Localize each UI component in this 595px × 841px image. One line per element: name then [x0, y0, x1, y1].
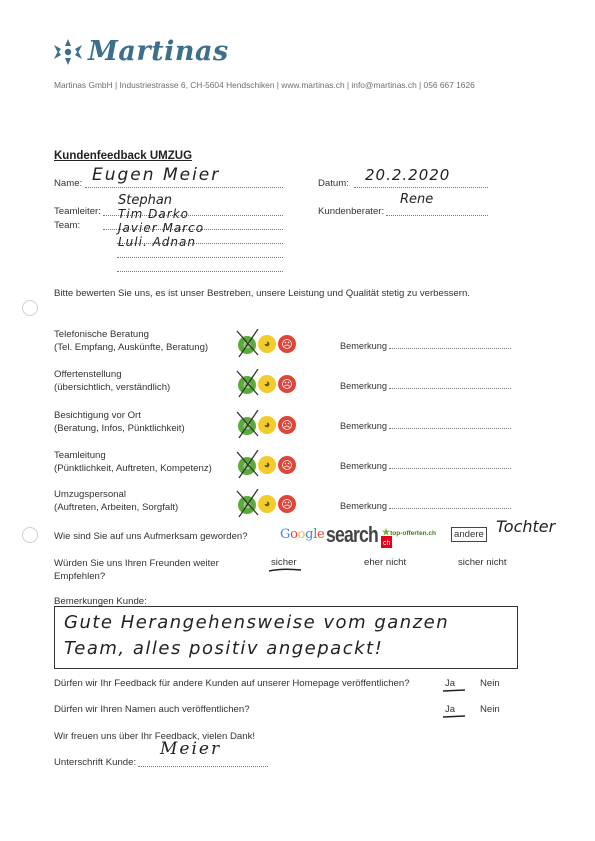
rating-smileys [238, 456, 298, 475]
kundenberater-value[interactable]: Rene [400, 192, 434, 207]
team-member[interactable]: Luli. Adnan [118, 235, 196, 249]
star-icon: ★ [382, 527, 391, 537]
rating-smileys [238, 416, 298, 435]
team-member[interactable]: Tim Darko [118, 207, 189, 221]
category-title: Offertenstellung [54, 369, 122, 380]
recommend-option-sicher-nicht[interactable]: sicher nicht [458, 557, 507, 568]
publish-feedback-question: Dürfen wir Ihr Feedback für andere Kunden auf unserer Homepage veröffentlichen? [54, 678, 410, 689]
smiley-happy-icon[interactable]: ☺ [238, 417, 256, 435]
source-google-logo[interactable]: Google [280, 527, 325, 542]
remark-label: Bemerkung [340, 501, 387, 511]
checkmark-cross-icon [236, 450, 262, 480]
smiley-neutral-icon[interactable]: ◕ [258, 495, 276, 513]
smiley-sad-icon[interactable]: ☹ [278, 416, 296, 434]
category-subtitle: (Pünktlichkeit, Auftreten, Kompetenz) [54, 463, 212, 474]
comments-label: Bemerkungen Kunde: [54, 596, 147, 607]
underline-mark-icon [268, 567, 302, 573]
category-subtitle: (Auftreten, Arbeiten, Sorgfalt) [54, 502, 179, 513]
smiley-sad-icon[interactable]: ☹ [278, 375, 296, 393]
source-question: Wie sind Sie auf uns Aufmerksam geworden? [54, 531, 248, 542]
category-subtitle: (Beratung, Infos, Pünktlichkeit) [54, 423, 185, 434]
teamleiter-value[interactable]: Stephan [118, 193, 173, 208]
remark-label: Bemerkung [340, 381, 387, 391]
smiley-happy-icon[interactable]: ☺ [238, 496, 256, 514]
source-topofferten-logo[interactable]: ★top-offerten.ch [382, 527, 436, 537]
checkmark-cross-icon [236, 410, 262, 440]
remark-field[interactable] [340, 461, 511, 471]
smiley-neutral-icon[interactable]: ◕ [258, 456, 276, 474]
signature-label: Unterschrift Kunde: [54, 757, 137, 768]
intro-text: Bitte bewerten Sie uns, es ist unser Bestreben, unsere Leistung und Qualität stetig zu verbessern. [54, 288, 470, 299]
rating-smileys [238, 495, 298, 514]
checkmark-cross-icon [236, 369, 262, 399]
team-label: Team: [54, 220, 81, 231]
name-value[interactable]: Eugen Meier [92, 165, 221, 185]
checkmark-cross-icon [236, 329, 262, 359]
rating-smileys [238, 375, 298, 394]
logo-text: Martinas [88, 36, 229, 67]
name-label: Name: [54, 178, 83, 189]
remark-field[interactable] [340, 341, 511, 351]
category-title: Umzugspersonal [54, 489, 126, 500]
underline-mark-icon [442, 714, 466, 719]
logo-star-icon [54, 39, 82, 65]
smiley-sad-icon[interactable]: ☹ [278, 456, 296, 474]
smiley-neutral-icon[interactable]: ◕ [258, 335, 276, 353]
punch-hole-bottom [22, 527, 38, 543]
company-logo [54, 36, 229, 67]
recommend-option-eher-nicht[interactable]: eher nicht [364, 557, 407, 568]
remark-label: Bemerkung [340, 461, 387, 471]
category-subtitle: (übersichtlich, verständlich) [54, 382, 171, 393]
rating-smileys [238, 335, 298, 354]
publish-feedback-yes[interactable]: Ja [445, 678, 456, 689]
remark-field[interactable] [340, 381, 511, 391]
company-address: Martinas GmbH | Industriestrasse 6, CH-5604 Hendschiken | www.martinas.ch | info@martinas.ch | 056 667 1626 [54, 80, 475, 90]
remark-label: Bemerkung [340, 421, 387, 431]
remark-field[interactable] [340, 421, 511, 431]
category-subtitle: (Tel. Empfang, Auskünfte, Beratung) [54, 342, 209, 353]
signature-value[interactable]: Meier [160, 739, 222, 759]
remark-field[interactable] [340, 501, 511, 511]
smiley-neutral-icon[interactable]: ◕ [258, 375, 276, 393]
source-andere-box[interactable]: andere [451, 527, 487, 542]
smiley-neutral-icon[interactable]: ◕ [258, 416, 276, 434]
team-member[interactable]: Javier Marco [118, 221, 205, 235]
form-title: Kundenfeedback UMZUG [54, 150, 193, 162]
kundenberater-label: Kundenberater: [318, 206, 385, 217]
thanks-text: Wir freuen uns über Ihr Feedback, vielen Dank! [54, 731, 256, 742]
source-search-logo[interactable]: search ch [326, 522, 391, 547]
punch-hole-top [22, 300, 38, 316]
smiley-happy-icon[interactable]: ☺ [238, 376, 256, 394]
checkmark-cross-icon [236, 489, 262, 519]
smiley-happy-icon[interactable]: ☺ [238, 336, 256, 354]
recommend-option-sicher[interactable]: sicher [271, 557, 297, 568]
team-line-4 [117, 260, 283, 272]
comments-line-1: Gute Herangehensweise vom ganzen [64, 612, 450, 633]
smiley-sad-icon[interactable]: ☹ [278, 335, 296, 353]
comments-line-2: Team, alles positiv angepackt! [64, 638, 384, 659]
remark-label: Bemerkung [340, 341, 387, 351]
category-title: Besichtigung vor Ort [54, 410, 141, 421]
publish-feedback-no[interactable]: Nein [480, 678, 500, 689]
teamleiter-label: Teamleiter: [54, 206, 101, 217]
smiley-happy-icon[interactable]: ☺ [238, 457, 256, 475]
publish-name-no[interactable]: Nein [480, 704, 500, 715]
publish-name-question: Dürfen wir Ihren Namen auch veröffentlichen? [54, 704, 250, 715]
category-title: Teamleitung [54, 450, 106, 461]
source-other-value[interactable]: Tochter [496, 517, 556, 536]
date-label: Datum: [318, 178, 349, 189]
recommend-question: Würden Sie uns Ihren Freunden weiter Empfehlen? [54, 558, 219, 582]
category-title: Telefonische Beratung [54, 329, 149, 340]
underline-mark-icon [442, 688, 466, 693]
smiley-sad-icon[interactable]: ☹ [278, 495, 296, 513]
date-value[interactable]: 20.2.2020 [365, 166, 451, 184]
publish-name-yes[interactable]: Ja [445, 704, 456, 715]
